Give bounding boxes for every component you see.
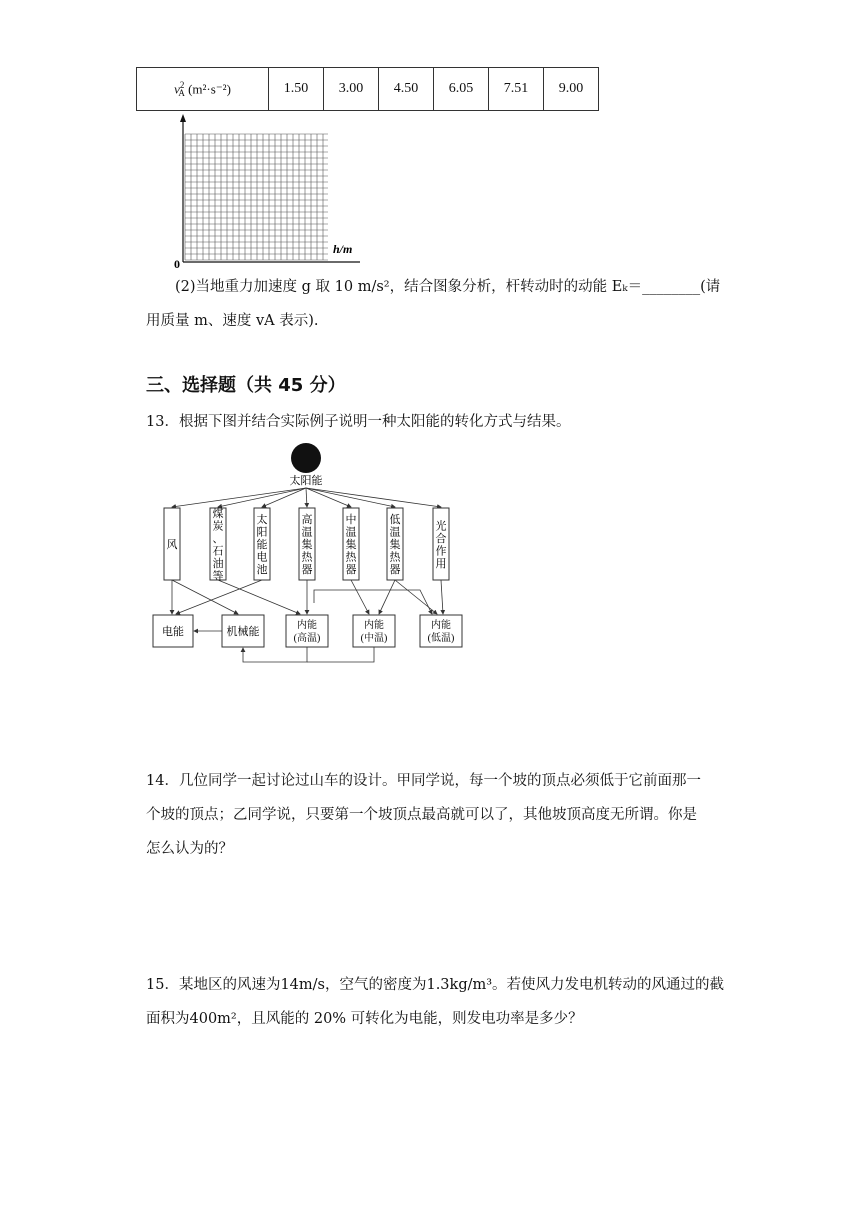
output-internal-low-label: 内能 [431, 620, 451, 631]
source-label-char: 等 [212, 570, 224, 583]
table-cell: 9.00 [544, 68, 599, 111]
q15-line1: 15．某地区的风速为14m/s，空气的密度为1.3kg/m³。若使风力发电机转动的风通过的截 [146, 977, 725, 993]
source-label-char: 太 [256, 514, 268, 526]
source-label-char: 高 [301, 514, 313, 526]
q12-part2-line2: 用质量 m、速度 vA 表示). [146, 313, 319, 329]
table-cell: 4.50 [379, 68, 434, 111]
source-label-char: 作 [435, 545, 447, 558]
source-label-char: 集 [389, 539, 401, 551]
source-label-char: 用 [435, 557, 447, 570]
source-label-char: 风 [166, 539, 178, 551]
blank-grid-graph [170, 112, 370, 272]
connector-lines [243, 590, 432, 662]
source-label-char: 电 [256, 551, 268, 564]
source-label-char: 热 [301, 551, 313, 564]
source-label-char: 光 [435, 520, 447, 533]
source-label-char: 合 [435, 532, 447, 545]
sun-to-source-arrow [306, 488, 441, 507]
source-label-char: 温 [389, 526, 401, 539]
table-cell: 6.05 [434, 68, 489, 111]
output-internal-high-sub: (高温) [293, 633, 321, 644]
origin-label: 0 [174, 257, 180, 271]
q15-line2: 面积为400m²，且风能的 20% 可转化为电能，则发电功率是多少？ [146, 1011, 583, 1027]
q13-text: 13．根据下图并结合实际例子说明一种太阳能的转化方式与结果。 [146, 414, 571, 430]
table-cell: 7.51 [489, 68, 544, 111]
source-label-char: 温 [301, 526, 313, 539]
table-header-cell: $v^2_A$ (m²·s⁻²) [137, 68, 269, 111]
table-cell: 1.50 [269, 68, 324, 111]
q14-line2: 个坡的顶点；乙同学说，只要第一个坡顶点最高就可以了，其他坡顶高度无所谓。你是 [146, 807, 697, 823]
source-label-char: 中 [345, 514, 357, 526]
sun-label: 太阳能 [289, 475, 323, 487]
output-mechanical-label: 机械能 [226, 626, 260, 638]
table-cell: 3.00 [324, 68, 379, 111]
source-label-char: 热 [389, 551, 401, 564]
output-internal-mid-sub: (中温) [360, 633, 388, 644]
source-label-char: 器 [345, 564, 357, 576]
sun-to-source-arrow [306, 488, 307, 507]
x-axis-label: h/m [333, 242, 353, 256]
sun-to-source-arrow [306, 488, 395, 507]
q12-part2-line1: (2)当地重力加速度 g 取 10 m/s²，结合图象分析，杆转动时的动能 Eₖ＝________(请 [175, 279, 721, 295]
y-axis-arrow-icon [180, 114, 186, 122]
section-title: 三、选择题（共 45 分） [146, 375, 346, 396]
source-label-char: 、 [212, 532, 224, 545]
source-label-char: 温 [345, 526, 357, 539]
source-label-char: 能 [256, 539, 268, 551]
source-label-char: 油 [212, 557, 224, 570]
source-label-char: 集 [345, 539, 357, 551]
output-internal-low-sub: (低温) [427, 633, 455, 644]
source-label-char: 低 [389, 514, 401, 526]
output-internal-mid-label: 内能 [364, 620, 384, 631]
source-label-char: 炭 [212, 520, 224, 533]
source-label-char: 石 [212, 545, 224, 558]
source-label-char: 器 [389, 564, 401, 576]
source-label-char: 热 [345, 551, 357, 564]
q14-line1: 14．几位同学一起讨论过山车的设计。甲同学说，每一个坡的顶点必须低于它前面那一 [146, 773, 701, 789]
source-label-char: 煤 [212, 507, 224, 520]
source-label-char: 器 [301, 564, 313, 576]
q14-line3: 怎么认为的？ [146, 841, 233, 857]
source-label-char: 池 [256, 564, 268, 576]
solar-energy-diagram [150, 440, 470, 680]
source-label-char: 集 [301, 539, 313, 551]
sun-to-source-arrow [218, 488, 306, 507]
sun-to-source-arrow [172, 488, 306, 507]
sun-icon [291, 443, 321, 473]
source-label-char: 阳 [256, 526, 268, 539]
output-electric-label: 电能 [162, 626, 184, 638]
output-internal-high-label: 内能 [297, 620, 317, 631]
velocity-table [136, 67, 599, 111]
